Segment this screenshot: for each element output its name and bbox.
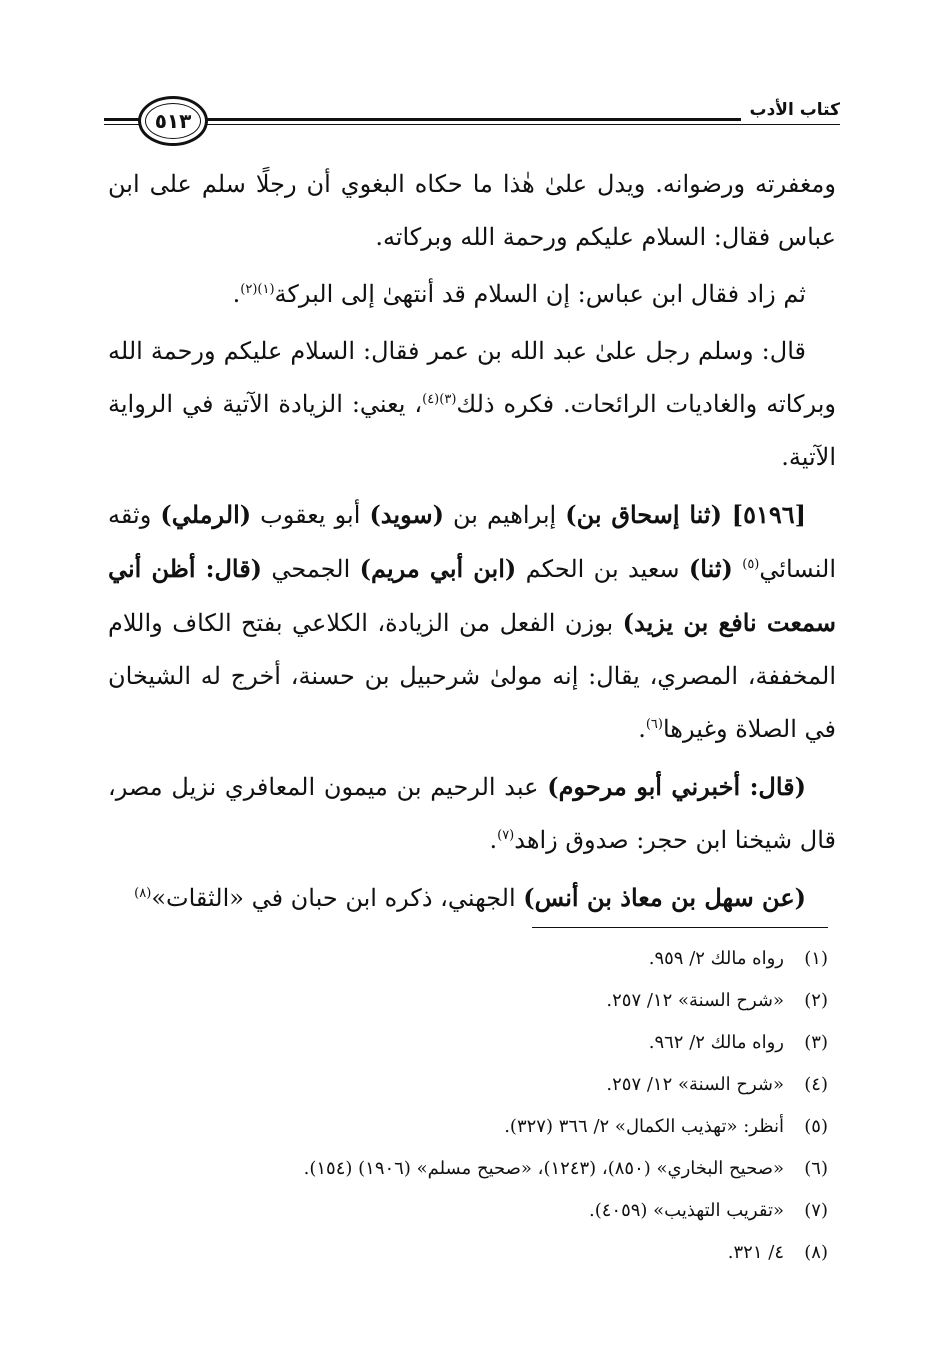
paragraph-1-text: ومغفرته ورضوانه. ويدل علىٰ هٰذا ما حكاه البغوي أن رجلًا سلم على ابن عباس فقال: السلام عليكم ورحمة الله وبركاته. [108, 170, 836, 251]
footnote-number: (٣) [804, 1032, 828, 1053]
paragraph-2 [108, 268, 836, 321]
running-header [104, 96, 840, 154]
footnote-ref[interactable]: (٥) [742, 557, 760, 572]
paragraph-4-end: . [638, 715, 646, 743]
footnote-item [108, 1190, 828, 1232]
matn-phrase: (قال: أخبرني أبو مرحوم) [547, 772, 807, 801]
footnote-item [108, 980, 828, 1022]
commentary-text: عبد الرحيم بن ميمون المعافري نزيل مصر، قال شيخنا ابن حجر: صدوق زاهد [108, 773, 836, 854]
commentary-text [733, 555, 742, 583]
footnote-number: (٢) [804, 990, 828, 1011]
running-title: كتاب الأدب [741, 98, 840, 122]
paragraph-3-text: قال: وسلم رجل علىٰ عبد الله بن عمر فقال: السلام عليكم ورحمة الله وبركاته والغاديات الرائحات. فكره ذلك [108, 337, 836, 418]
commentary-text: بوزن الفعل من الزيادة، الكلاعي بفتح الكاف واللام المخففة، المصري، يقال: إنه مولىٰ شرحبيل بن حسنة، أخرج له الشيخان في الصلاة وغيرها [108, 609, 836, 743]
footnote-item [108, 938, 828, 980]
footnote-text: رواه مالك ٢/ ٩٥٩. [648, 948, 784, 969]
footnote-item [108, 1022, 828, 1064]
footnote-number: (٧) [804, 1200, 828, 1221]
footnote-ref[interactable]: (٦) [645, 717, 663, 732]
footnote-item [108, 1106, 828, 1148]
paragraph-6 [108, 871, 836, 925]
matn-phrase: (عن سهل بن معاذ بن أنس) [523, 883, 806, 912]
page-number: ٥١٣ [138, 96, 208, 146]
footnotes [108, 938, 828, 1274]
paragraph-3-end: ، يعني: الزيادة الآتية في الرواية الآتية. [108, 390, 836, 471]
footnote-ref[interactable]: (٨) [134, 886, 152, 901]
footnote-number: (٥) [804, 1116, 828, 1137]
paragraph-5 [108, 760, 836, 867]
footnote-ref[interactable]: (٣)(٤) [422, 392, 457, 407]
footnote-item [108, 1064, 828, 1106]
footnote-text: «صحيح البخاري» (٨٥٠)، (١٢٤٣)، «صحيح مسلم» (١٩٠٦) (١٥٤). [303, 1158, 784, 1179]
footnote-number: (٤) [804, 1074, 828, 1095]
footnote-item [108, 1232, 828, 1274]
commentary-text: الجهني، ذكره ابن حبان في «الثقات» [151, 884, 524, 912]
footnote-ref[interactable]: (٧) [497, 828, 515, 843]
commentary-text: سعيد بن الحكم [516, 555, 689, 583]
footnote-text: أنظر: «تهذيب الكمال» ٢/ ٣٦٦ (٣٢٧). [504, 1116, 784, 1137]
commentary-text: الجمحي [262, 555, 360, 583]
matn-phrase: (سويد) [369, 500, 444, 529]
hadith-number: [٥١٩٦] [721, 500, 807, 529]
footnote-number: (٨) [804, 1242, 828, 1263]
matn-phrase: (ابن أبي مريم) [359, 554, 517, 583]
paragraph-3 [108, 325, 836, 484]
footnote-number: (٦) [804, 1158, 828, 1179]
footnote-text: «شرح السنة» ١٢/ ٢٥٧. [606, 990, 784, 1011]
commentary-text: أبو يعقوب [251, 501, 370, 529]
paragraph-1 [108, 158, 836, 264]
footnote-ref[interactable]: (١)(٢) [240, 282, 275, 297]
footnote-text: «شرح السنة» ١٢/ ٢٥٧. [606, 1074, 784, 1095]
matn-phrase: (قال: أظن أني سمعت نافع بن يزيد) [108, 554, 837, 637]
footnote-number: (١) [804, 948, 828, 969]
matn-phrase: (ثنا) [688, 554, 733, 583]
paragraph-2-text: ثم زاد فقال ابن عباس: إن السلام قد أنتهىٰ إلى البركة [274, 280, 806, 308]
paragraph-4 [108, 488, 836, 756]
footnote-separator [532, 927, 828, 928]
header-rule-thin [204, 124, 840, 125]
paragraph-2-end: . [232, 280, 241, 308]
footnote-item [108, 1148, 828, 1190]
commentary-text: وثقه النسائي [108, 501, 837, 583]
matn-phrase: (ثنا إسحاق بن) [565, 500, 722, 529]
matn-phrase: (الرملي) [160, 500, 252, 529]
paragraph-5-end: . [489, 826, 498, 854]
main-text [108, 158, 836, 925]
commentary-text: إبراهيم بن [443, 501, 566, 529]
footnote-text: ٤/ ٣٢١. [727, 1242, 784, 1263]
footnote-text: رواه مالك ٢/ ٩٦٢. [648, 1032, 784, 1053]
footnote-text: «تقريب التهذيب» (٤٠٥٩). [589, 1200, 784, 1221]
